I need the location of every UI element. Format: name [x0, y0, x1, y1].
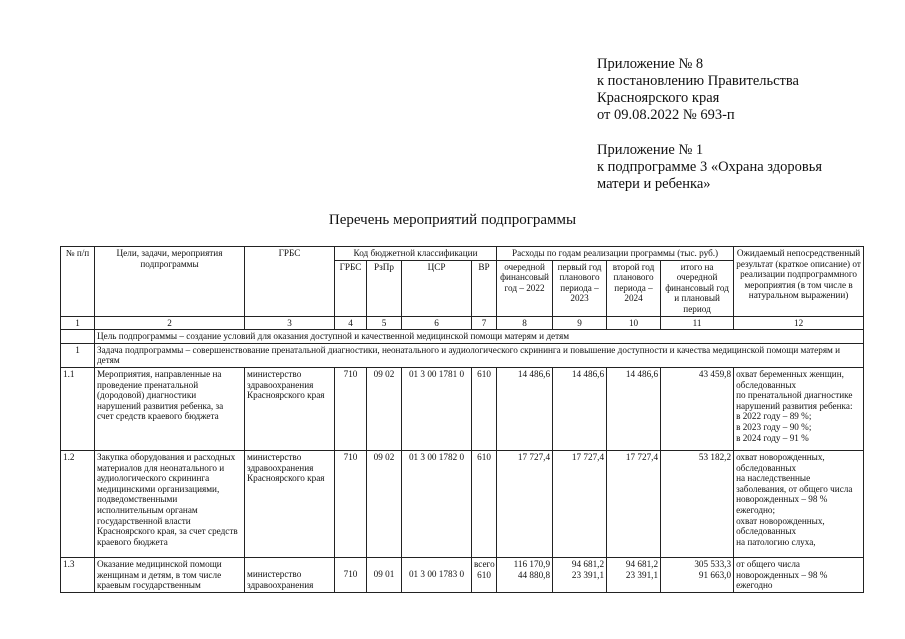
header-result: Ожидаемый непосредственный результат (краткое описание) от реализации подпрограммного мероприятия (в том числе в натуральном выражении) [734, 247, 864, 317]
header-grbs: ГРБС [245, 247, 335, 317]
table-row [61, 367, 864, 450]
result-line: в 2024 году – 91 % [736, 432, 809, 443]
row-csr: 01 3 00 1782 0 [402, 450, 472, 557]
row-result [734, 557, 864, 592]
col-number: 9 [553, 316, 607, 330]
measures-table [60, 246, 864, 593]
table-row [61, 450, 864, 557]
row-vr: 610 [472, 450, 497, 557]
header-line: Красноярского края [597, 90, 720, 106]
row-num: 1.1 [61, 367, 95, 450]
goal-num-cell [61, 330, 95, 344]
header-goals: Цели, задачи, мероприятия подпрограммы [95, 247, 245, 317]
col-number: 8 [497, 316, 553, 330]
col-number: 6 [402, 316, 472, 330]
row-grbs [245, 557, 335, 592]
row-rzpr-text: 09 01 [373, 568, 395, 579]
row-result [734, 367, 864, 450]
header-expenses: Расходы по годам реализации программы (тыс. руб.) [497, 247, 734, 261]
appendix-header [597, 56, 897, 193]
task-row [61, 343, 864, 367]
col-number: 10 [607, 316, 661, 330]
result-line: на патологию слуха, [736, 536, 816, 547]
header-line: Приложение № 1 [597, 142, 704, 158]
row-kbk-grbs [335, 557, 367, 592]
row-csr [402, 557, 472, 592]
goal-row [61, 330, 864, 344]
row-name: Закупка оборудования и расходных материалов для неонатального и аудиологического скрининга медицинскими организациями, подведомственными исполнительным органам государственной власти Красноярского края, за счет средств краевого бюджета [95, 450, 245, 557]
row-total-total: 305 533,3 [694, 558, 732, 569]
result-line: на наследственные заболевания, от общего числа новорожденных – 98 % ежегодно; [736, 473, 853, 515]
row-vr: 610 [472, 367, 497, 450]
result-line: охват новорожденных, обследованных [736, 515, 825, 537]
row-2022-value: 44 880,8 [517, 569, 551, 580]
row-2023: 17 727,4 [553, 450, 607, 557]
header-kbk: Код бюджетной классификации [335, 247, 497, 261]
result-line: новорожденных – 98 % [736, 569, 828, 580]
header-line: матери и ребенка» [597, 176, 711, 192]
row-2023: 14 486,6 [553, 367, 607, 450]
goal-text: Цель подпрограммы – создание условий для оказания доступной и качественной медицинской помощи матерям и детям [95, 330, 864, 344]
result-line: от общего числа [736, 558, 800, 569]
row-vr [472, 557, 497, 592]
row-rzpr: 09 02 [367, 367, 402, 450]
row-2022: 17 727,4 [497, 450, 553, 557]
result-line: по пренатальной диагностике нарушений развития ребенка: [736, 390, 853, 411]
row-2024-total: 94 681,2 [625, 558, 659, 569]
row-name: Мероприятия, направленные на проведение пренатальной (дородовой) диагностики нарушений развития ребенка, за счет средств краевого бюджета [95, 367, 245, 450]
row-rzpr: 09 02 [367, 450, 402, 557]
row-total: 53 182,2 [661, 450, 734, 557]
col-number: 7 [472, 316, 497, 330]
row-grbs-text: министерство здравоохранения [247, 568, 314, 590]
row-2022: 14 486,6 [497, 367, 553, 450]
row-kbk-grbs: 710 [335, 450, 367, 557]
task-num: 1 [61, 343, 95, 367]
row-2023-total: 94 681,2 [571, 558, 605, 569]
row-2024: 17 727,4 [607, 450, 661, 557]
header-line: от 09.08.2022 № 693-п [597, 107, 735, 123]
row-vr-total: всего [474, 558, 495, 569]
col-number: 11 [661, 316, 734, 330]
result-line: охват беременных женщин, обследованных [736, 368, 844, 390]
header-rzpr: РзПр [367, 260, 402, 316]
row-total [661, 557, 734, 592]
table-header-row [61, 247, 864, 261]
task-text: Задача подпрограммы – совершенствование пренатальной диагностики, неонатального и аудиологического скрининга и повышение доступности и качества медицинской помощи матерям и детям [95, 343, 864, 367]
col-number: 3 [245, 316, 335, 330]
row-2024: 14 486,6 [607, 367, 661, 450]
header-total: итого на очередной финансовый год и плановый период [661, 260, 734, 316]
row-2024 [607, 557, 661, 592]
table-row [61, 557, 864, 592]
row-kbk-grbs-text: 710 [343, 568, 358, 579]
row-name: Оказание медицинской помощи женщинам и детям, в том числе краевым государственным [95, 557, 245, 592]
result-line: ежегодно [736, 580, 773, 591]
row-num: 1.3 [61, 557, 95, 592]
result-line: в 2023 году – 90 %; [736, 421, 812, 432]
header-vr: ВР [472, 260, 497, 316]
header-line: Приложение № 8 [597, 56, 704, 72]
row-csr-text: 01 3 00 1783 0 [408, 568, 465, 579]
row-rzpr [367, 557, 402, 592]
row-result [734, 450, 864, 557]
header-2023: первый год планового периода – 2023 [553, 260, 607, 316]
row-vr-text: 610 [477, 569, 491, 580]
header-num: № п/п [61, 247, 95, 317]
header-line: к постановлению Правительства [597, 73, 799, 89]
row-total-value: 91 663,0 [698, 569, 732, 580]
result-line: в 2022 году – 89 %; [736, 411, 812, 422]
row-total: 43 459,8 [661, 367, 734, 450]
result-line: охват новорожденных, обследованных [736, 451, 825, 473]
header-kbk-grbs: ГРБС [335, 260, 367, 316]
row-grbs: министерство здравоохранения Красноярского края [245, 367, 335, 450]
row-2022-total: 116 170,9 [513, 558, 551, 569]
col-number: 2 [95, 316, 245, 330]
row-2024-value: 23 391,1 [625, 569, 659, 580]
row-2022 [497, 557, 553, 592]
header-2024: второй год планового периода – 2024 [607, 260, 661, 316]
header-csr: ЦСР [402, 260, 472, 316]
row-num: 1.2 [61, 450, 95, 557]
row-kbk-grbs: 710 [335, 367, 367, 450]
col-number: 1 [61, 316, 95, 330]
header-line: к подпрограмме 3 «Охрана здоровья [597, 159, 823, 175]
col-number: 5 [367, 316, 402, 330]
col-number: 4 [335, 316, 367, 330]
column-numbers-row [61, 316, 864, 330]
col-number: 12 [734, 316, 864, 330]
row-csr: 01 3 00 1781 0 [402, 367, 472, 450]
row-2023-value: 23 391,1 [571, 569, 605, 580]
header-2022: очередной финансовый год – 2022 [497, 260, 553, 316]
row-2023 [553, 557, 607, 592]
row-grbs: министерство здравоохранения Красноярского края [245, 450, 335, 557]
document-title: Перечень мероприятий подпрограммы [328, 212, 577, 228]
